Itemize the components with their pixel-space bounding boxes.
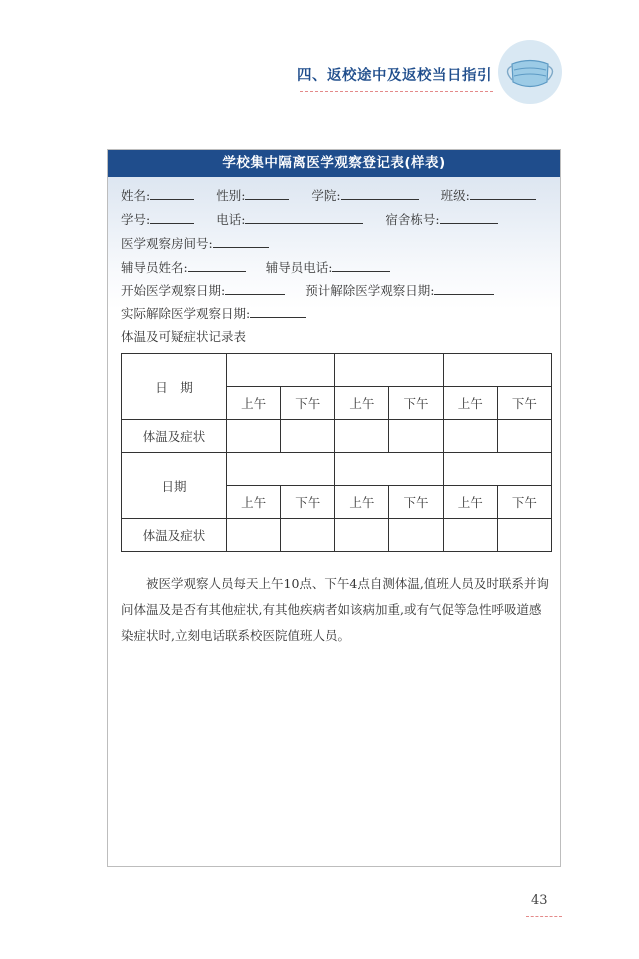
registration-card [107,149,561,867]
am-header: 上午 [227,387,281,420]
name-label: 姓名: [121,188,151,203]
form-line-2 [121,210,498,228]
card-title: 学校集中隔离医学观察登记表(样表) [108,150,560,177]
form-line-4 [121,258,390,276]
pm-header: 下午 [389,486,443,519]
form-line-1 [121,186,536,204]
page-number-divider [526,916,562,917]
temp-label-cell: 体温及症状 [122,420,227,453]
class-blank [470,188,536,200]
pm-header: 下午 [281,486,335,519]
actual-end-blank [250,306,306,318]
date-cell[interactable] [227,453,335,486]
counselor-phone-blank [332,260,390,272]
temp-label-cell: 体温及症状 [122,519,227,552]
temp-cell[interactable] [389,420,443,453]
class-label: 班级: [440,188,470,203]
form-line-7 [121,327,246,345]
am-header: 上午 [335,387,389,420]
temp-cell[interactable] [281,519,335,552]
temp-cell[interactable] [335,420,389,453]
student-id-label: 学号: [121,212,151,227]
temp-cell[interactable] [497,420,551,453]
phone-blank [245,212,363,224]
expected-end-blank [434,283,494,295]
form-line-6 [121,304,306,322]
date-cell[interactable] [335,453,443,486]
room-label: 医学观察房间号: [121,236,213,251]
temp-cell[interactable] [497,519,551,552]
pm-header: 下午 [389,387,443,420]
temp-cell[interactable] [227,519,281,552]
room-blank [213,236,269,248]
mask-badge [498,40,562,104]
pm-header: 下午 [281,387,335,420]
date-cell[interactable] [443,354,551,387]
am-header: 上午 [443,486,497,519]
college-blank [341,188,419,200]
student-id-blank [150,212,194,224]
temp-cell[interactable] [281,420,335,453]
dorm-label: 宿舍栋号: [385,212,440,227]
table-row [122,453,552,486]
expected-end-label: 预计解除医学观察日期: [305,283,435,298]
table-row [122,519,552,552]
start-date-label: 开始医学观察日期: [121,283,226,298]
instruction-note: 被医学观察人员每天上午10点、下午4点自测体温,值班人员及时联系并询问体温及是否有其他症状,有其他疾病者如该病加重,或有气促等急性呼吸道感染症状时,立刻电话联系校医院值班人员。 [121,576,549,643]
college-label: 学院: [311,188,341,203]
temp-cell[interactable] [389,519,443,552]
table-row [122,420,552,453]
observation-table [121,353,552,552]
counselor-name-label: 辅导员姓名: [121,260,188,275]
date-cell[interactable] [227,354,335,387]
record-table-title: 体温及可疑症状记录表 [121,329,247,344]
pm-header: 下午 [497,387,551,420]
date-cell[interactable] [335,354,443,387]
name-blank [150,188,194,200]
chapter-divider [300,91,493,92]
pm-header: 下午 [497,486,551,519]
am-header: 上午 [227,486,281,519]
temp-cell[interactable] [335,519,389,552]
temp-cell[interactable] [443,420,497,453]
table-row [122,354,552,387]
date-label-cell: 日 期 [122,354,227,420]
chapter-title: 四、返校途中及返校当日指引 [297,68,492,84]
gender-blank [245,188,289,200]
counselor-phone-label: 辅导员电话: [265,260,333,275]
phone-label: 电话: [216,212,246,227]
form-line-5 [121,281,494,299]
counselor-name-blank [188,260,246,272]
am-header: 上午 [335,486,389,519]
temp-cell[interactable] [227,420,281,453]
face-mask-icon [498,40,562,104]
dorm-blank [440,212,498,224]
am-header: 上午 [443,387,497,420]
date-label-cell: 日期 [122,453,227,519]
gender-label: 性别: [216,188,246,203]
start-date-blank [225,283,285,295]
date-cell[interactable] [443,453,551,486]
form-line-3 [121,234,269,252]
temp-cell[interactable] [443,519,497,552]
page-number: 43 [531,893,548,908]
actual-end-label: 实际解除医学观察日期: [121,306,251,321]
